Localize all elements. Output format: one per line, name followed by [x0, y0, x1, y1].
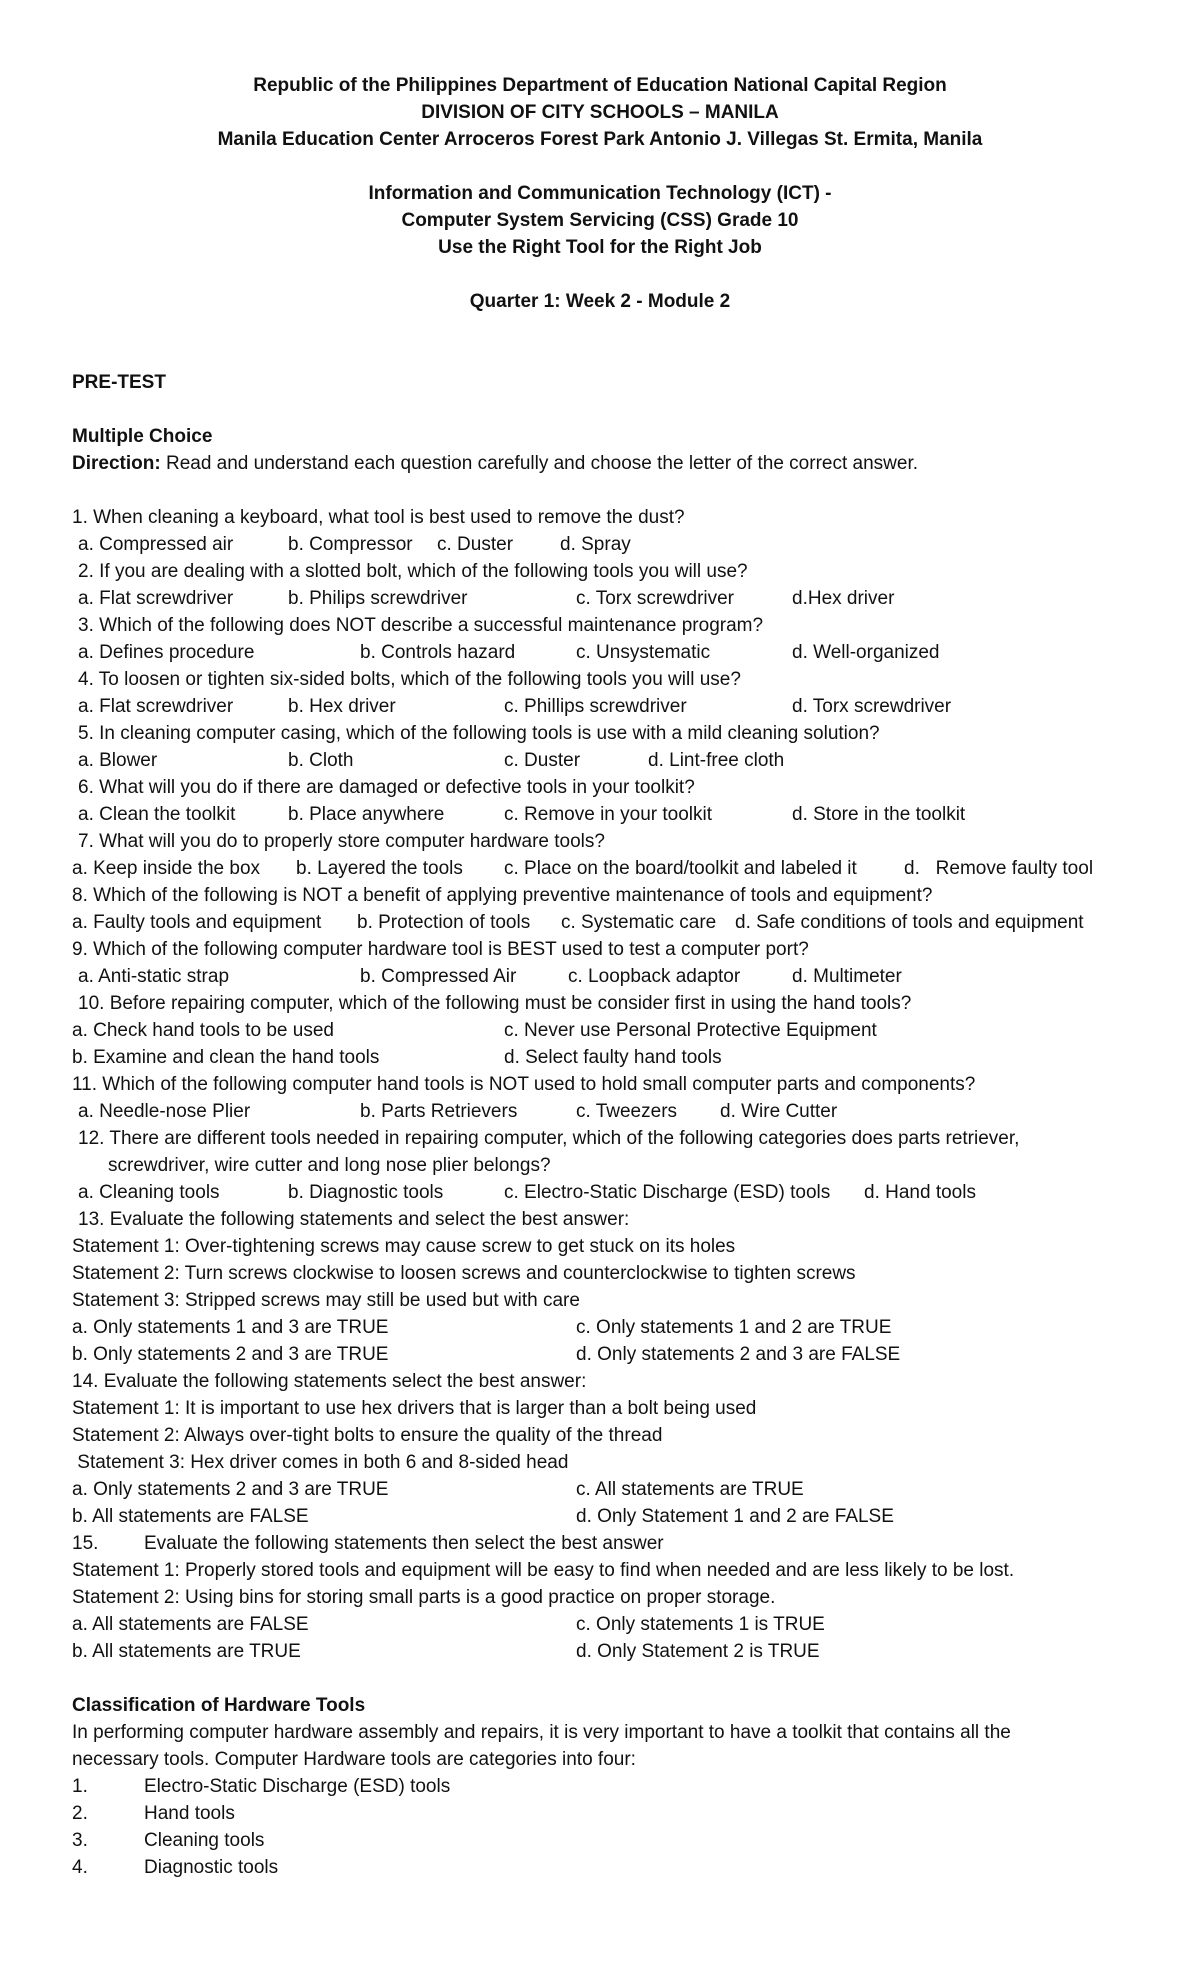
q14-statement-2: Statement 2: Always over-tight bolts to ensure the quality of the thread	[72, 1425, 663, 1446]
q13-option-a: a. Only statements 1 and 3 are TRUE	[72, 1317, 389, 1338]
question-11: 11. Which of the following computer hand tools is NOT used to hold small computer parts and components?	[72, 1074, 976, 1095]
question-1: 1. When cleaning a keyboard, what tool is best used to remove the dust?	[72, 507, 685, 528]
q14-statement-3: Statement 3: Hex driver comes in both 6 and 8-sided head	[72, 1452, 569, 1473]
list-item: Hand tools	[144, 1803, 235, 1824]
q6-option-d: d. Store in the toolkit	[792, 804, 966, 825]
q13-option-b: b. Only statements 2 and 3 are TRUE	[72, 1344, 389, 1365]
question-12-cont: screwdriver, wire cutter and long nose plier belongs?	[108, 1155, 551, 1176]
q1-option-b: b. Compressor	[288, 534, 413, 555]
q10-option-c: c. Never use Personal Protective Equipment	[504, 1020, 877, 1041]
question-15-number: 15.	[72, 1533, 99, 1554]
q13-option-c: c. Only statements 1 and 2 are TRUE	[576, 1317, 892, 1338]
q14-option-d: d. Only Statement 1 and 2 are FALSE	[576, 1506, 894, 1527]
pretest-heading: PRE-TEST	[72, 372, 166, 393]
list-item-number: 3.	[72, 1830, 88, 1851]
q10-option-a: a. Check hand tools to be used	[72, 1020, 334, 1041]
list-item-number: 1.	[72, 1776, 88, 1797]
q12-option-a: a. Cleaning tools	[78, 1182, 220, 1203]
direction-text: Read and understand each question carefully and choose the letter of the correct answer.	[160, 453, 918, 474]
q3-option-d: d. Well-organized	[792, 642, 940, 663]
question-15: Evaluate the following statements then select the best answer	[144, 1533, 664, 1554]
q12-option-b: b. Diagnostic tools	[288, 1182, 444, 1203]
q7-option-d: d. Remove faulty tool	[904, 858, 1094, 879]
classification-para-line-2: necessary tools. Computer Hardware tools are categories into four:	[72, 1749, 636, 1770]
title-line-3: Use the Right Tool for the Right Job	[438, 237, 762, 258]
q1-option-a: a. Compressed air	[78, 534, 234, 555]
q1-option-d: d. Spray	[560, 534, 631, 555]
q9-option-b: b. Compressed Air	[360, 966, 517, 987]
q13-statement-3: Statement 3: Stripped screws may still be used but with care	[72, 1290, 580, 1311]
q6-option-b: b. Place anywhere	[288, 804, 445, 825]
q11-option-a: a. Needle-nose Plier	[78, 1101, 251, 1122]
question-14: 14. Evaluate the following statements select the best answer:	[72, 1371, 587, 1392]
q9-option-d: d. Multimeter	[792, 966, 902, 987]
q6-option-c: c. Remove in your toolkit	[504, 804, 713, 825]
q15-option-d: d. Only Statement 2 is TRUE	[576, 1641, 820, 1662]
quarter-label: Quarter 1: Week 2 - Module 2	[469, 291, 731, 312]
q13-statement-1: Statement 1: Over-tightening screws may cause screw to get stuck on its holes	[72, 1236, 736, 1257]
q14-option-c: c. All statements are TRUE	[576, 1479, 804, 1500]
direction	[72, 450, 918, 477]
list-item-number: 2.	[72, 1803, 88, 1824]
q12-option-d: d. Hand tools	[864, 1182, 976, 1203]
q2-option-b: b. Philips screwdriver	[288, 588, 468, 609]
q14-option-a: a. Only statements 2 and 3 are TRUE	[72, 1479, 389, 1500]
q11-option-d: d. Wire Cutter	[720, 1101, 838, 1122]
list-item: Electro-Static Discharge (ESD) tools	[144, 1776, 451, 1797]
q4-option-d: d. Torx screwdriver	[792, 696, 952, 717]
q4-option-b: b. Hex driver	[288, 696, 396, 717]
q14-option-b: b. All statements are FALSE	[72, 1506, 309, 1527]
q8-option-d: d. Safe conditions of tools and equipment	[735, 912, 1084, 933]
q7-option-c: c. Place on the board/toolkit and labeled it	[504, 858, 857, 879]
q9-option-c: c. Loopback adaptor	[568, 966, 741, 987]
q3-option-b: b. Controls hazard	[360, 642, 516, 663]
question-13: 13. Evaluate the following statements and select the best answer:	[78, 1209, 630, 1230]
question-8: 8. Which of the following is NOT a benefit of applying preventive maintenance of tools and equipment?	[72, 885, 933, 906]
list-item: Diagnostic tools	[144, 1857, 279, 1878]
q9-option-a: a. Anti-static strap	[78, 966, 230, 987]
q5-option-c: c. Duster	[504, 750, 581, 771]
q15-option-a: a. All statements are FALSE	[72, 1614, 309, 1635]
q8-option-a: a. Faulty tools and equipment	[72, 912, 322, 933]
q13-statement-2: Statement 2: Turn screws clockwise to loosen screws and counterclockwise to tighten screws	[72, 1263, 856, 1284]
q11-option-b: b. Parts Retrievers	[360, 1101, 518, 1122]
q15-statement-1: Statement 1: Properly stored tools and equipment will be easy to find when needed and are less likely to be lost.	[72, 1560, 1015, 1581]
classification-para-line-1: In performing computer hardware assembly and repairs, it is very important to have a toolkit that contains all the	[72, 1722, 1011, 1743]
list-item-number: 4.	[72, 1857, 88, 1878]
question-2: 2. If you are dealing with a slotted bolt, which of the following tools you will use?	[78, 561, 748, 582]
q6-option-a: a. Clean the toolkit	[78, 804, 236, 825]
q2-option-c: c. Torx screwdriver	[576, 588, 735, 609]
question-4: 4. To loosen or tighten six-sided bolts, which of the following tools you will use?	[78, 669, 741, 690]
q15-option-c: c. Only statements 1 is TRUE	[576, 1614, 825, 1635]
q3-option-a: a. Defines procedure	[78, 642, 255, 663]
q2-option-a: a. Flat screwdriver	[78, 588, 234, 609]
q5-option-b: b. Cloth	[288, 750, 354, 771]
q14-statement-1: Statement 1: It is important to use hex drivers that is larger than a bolt being used	[72, 1398, 757, 1419]
q8-option-b: b. Protection of tools	[357, 912, 531, 933]
q3-option-c: c. Unsystematic	[576, 642, 711, 663]
q7-option-a: a. Keep inside the box	[72, 858, 261, 879]
q10-option-b: b. Examine and clean the hand tools	[72, 1047, 380, 1068]
direction-label: Direction:	[72, 453, 161, 474]
title-line-2: Computer System Servicing (CSS) Grade 10	[401, 210, 799, 231]
q15-statement-2: Statement 2: Using bins for storing small parts is a good practice on proper storage.	[72, 1587, 776, 1608]
q2-option-d: d.Hex driver	[792, 588, 895, 609]
multiple-choice-heading: Multiple Choice	[72, 426, 213, 447]
question-9: 9. Which of the following computer hardware tool is BEST used to test a computer port?	[72, 939, 809, 960]
q4-option-a: a. Flat screwdriver	[78, 696, 234, 717]
classification-heading: Classification of Hardware Tools	[72, 1695, 366, 1716]
title-line-1: Information and Communication Technology (ICT) -	[368, 183, 832, 204]
question-5: 5. In cleaning computer casing, which of the following tools is use with a mild cleaning solution?	[78, 723, 880, 744]
q5-option-d: d. Lint-free cloth	[648, 750, 785, 771]
q7-option-b: b. Layered the tools	[296, 858, 463, 879]
q1-option-c: c. Duster	[437, 534, 514, 555]
header-line-3: Manila Education Center Arroceros Forest Park Antonio J. Villegas St. Ermita, Manila	[217, 129, 983, 150]
q15-option-b: b. All statements are TRUE	[72, 1641, 301, 1662]
q5-option-a: a. Blower	[78, 750, 158, 771]
list-item: Cleaning tools	[144, 1830, 265, 1851]
q12-option-c: c. Electro-Static Discharge (ESD) tools	[504, 1182, 831, 1203]
header-line-2: DIVISION OF CITY SCHOOLS – MANILA	[421, 102, 779, 123]
q11-option-c: c. Tweezers	[576, 1101, 678, 1122]
question-3: 3. Which of the following does NOT describe a successful maintenance program?	[78, 615, 764, 636]
question-6: 6. What will you do if there are damaged or defective tools in your toolkit?	[78, 777, 695, 798]
question-7: 7. What will you do to properly store computer hardware tools?	[78, 831, 605, 852]
question-10: 10. Before repairing computer, which of the following must be consider first in using the hand tools?	[78, 993, 912, 1014]
q13-option-d: d. Only statements 2 and 3 are FALSE	[576, 1344, 901, 1365]
header-line-1: Republic of the Philippines Department of Education National Capital Region	[253, 75, 947, 96]
question-12: 12. There are different tools needed in repairing computer, which of the following categories does parts retriever,	[78, 1128, 1020, 1149]
q4-option-c: c. Phillips screwdriver	[504, 696, 687, 717]
q8-option-c: c. Systematic care	[561, 912, 717, 933]
q10-option-d: d. Select faulty hand tools	[504, 1047, 722, 1068]
